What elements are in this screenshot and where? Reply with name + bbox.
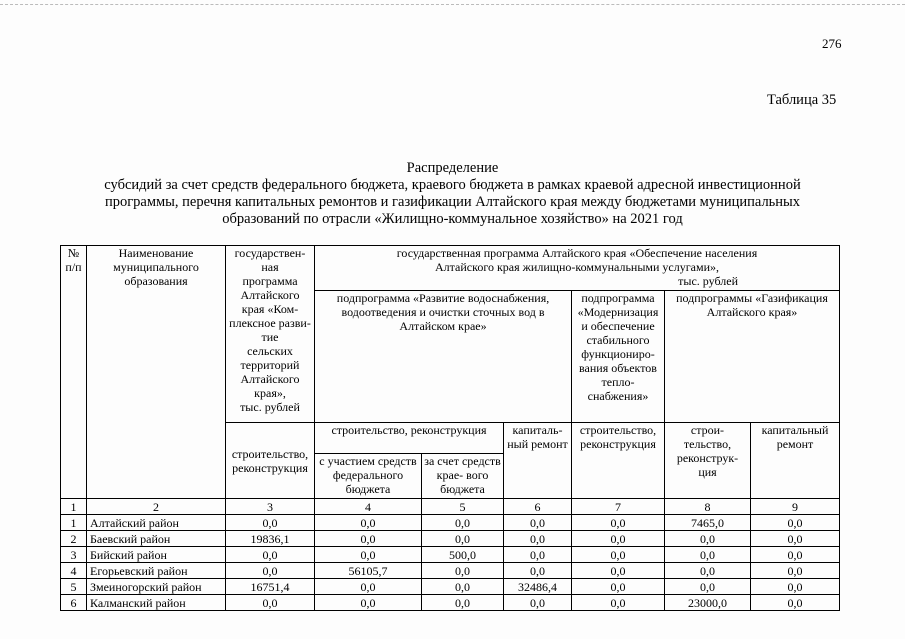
- column-number: 4: [315, 499, 422, 515]
- row-number: 2: [61, 531, 87, 547]
- header-col3-construction: строительство, реконструкция: [226, 423, 315, 499]
- rural-program-line: программа: [242, 274, 298, 288]
- table-label: Таблица 35: [767, 92, 837, 108]
- value-col4: 0,0: [315, 531, 422, 547]
- rural-program-line: Алтайского: [240, 288, 300, 302]
- header-col45-construction: строительство, реконструкция: [315, 423, 504, 454]
- municipality-name: Змеиногорский район: [87, 579, 226, 595]
- value-col7: 0,0: [572, 531, 665, 547]
- heading-line-2: субсидий за счет средств федерального бюджета, краевого бюджета в рамках краевой адресной инвестиционной: [104, 177, 801, 193]
- rural-program-line: тие: [261, 330, 279, 344]
- page-number: 276: [822, 36, 842, 51]
- value-col8: 7465,0: [665, 515, 751, 531]
- header-col8-construction: [665, 423, 751, 499]
- col8-line: тельство,: [683, 437, 732, 451]
- header-subprogram-heat: [572, 291, 665, 423]
- header-col-rural-program: [226, 246, 315, 423]
- header-col7-construction: строительство, реконструкция: [572, 423, 665, 499]
- value-col4: 0,0: [315, 595, 422, 611]
- row-number: 3: [61, 547, 87, 563]
- subprogram-heat-line: функциониро-: [581, 347, 655, 361]
- value-col3: 0,0: [226, 547, 315, 563]
- rural-program-line: сельских: [247, 344, 293, 358]
- value-col6: 0,0: [504, 547, 572, 563]
- rural-program-line: тыс. рублей: [240, 400, 300, 414]
- value-col6: 0,0: [504, 515, 572, 531]
- value-col5: 0,0: [422, 579, 504, 595]
- heading-line-1: Распределение: [406, 160, 499, 176]
- column-number: 7: [572, 499, 665, 515]
- col8-line: реконструк-: [676, 451, 739, 465]
- heading-line-4: образований по отрасли «Жилищно-коммунальное хозяйство» на 2021 год: [222, 211, 683, 227]
- row-number: 4: [61, 563, 87, 579]
- municipality-name: Калманский район: [87, 595, 226, 611]
- table-row: [61, 595, 840, 611]
- table-row: [61, 563, 840, 579]
- state-program-line-1: государственная программа Алтайского края «Обеспечение населения: [396, 246, 758, 260]
- table-row: [61, 547, 840, 563]
- value-col3: 16751,4: [226, 579, 315, 595]
- row-number: 1: [61, 515, 87, 531]
- state-program-line-2: Алтайского края жилищно-коммунальными услугами»,: [435, 260, 719, 274]
- value-col8: 0,0: [665, 547, 751, 563]
- column-number: 3: [226, 499, 315, 515]
- heading-line-3: программы, перечня капитальных ремонтов и газификации Алтайского края между бюджетами муниципальных: [104, 194, 801, 210]
- col8-line: строи-: [690, 423, 725, 437]
- table-row: [61, 515, 840, 531]
- rural-program-line: территорий: [240, 358, 300, 372]
- row-number: 5: [61, 579, 87, 595]
- value-col9: 0,0: [751, 579, 840, 595]
- header-state-program: [315, 246, 840, 291]
- subprogram-heat-line: вания объектов: [579, 361, 657, 375]
- value-col4: 0,0: [315, 579, 422, 595]
- rural-program-line: Алтайского: [240, 372, 300, 386]
- header-col-number: № п/п: [61, 246, 87, 499]
- rural-program-line: плексное разви-: [229, 316, 311, 330]
- value-col8: 23000,0: [665, 595, 751, 611]
- value-col3: 0,0: [226, 515, 315, 531]
- value-col5: 0,0: [422, 515, 504, 531]
- row-number: 6: [61, 595, 87, 611]
- value-col5: 0,0: [422, 595, 504, 611]
- subprogram-heat-line: стабильного: [586, 333, 650, 347]
- rural-program-line: края»,: [254, 386, 286, 400]
- table-row: [61, 579, 840, 595]
- header-col6-capital-repair: капиталь- ный ремонт: [504, 423, 572, 499]
- header-subprogram-gas: подпрограммы «Газификация Алтайского края»: [665, 291, 840, 423]
- municipality-name: Бийский район: [87, 547, 226, 563]
- value-col9: 0,0: [751, 547, 840, 563]
- rural-program-line: государствен-: [234, 246, 306, 260]
- value-col4: 56105,7: [315, 563, 422, 579]
- column-number: 5: [422, 499, 504, 515]
- column-number: 2: [87, 499, 226, 515]
- value-col3: 19836,1: [226, 531, 315, 547]
- column-number: 6: [504, 499, 572, 515]
- value-col7: 0,0: [572, 547, 665, 563]
- subprogram-heat-line: подпрограмма: [581, 291, 655, 305]
- column-number: 8: [665, 499, 751, 515]
- header-col9-capital-repair: капитальный ремонт: [751, 423, 840, 499]
- value-col9: 0,0: [751, 515, 840, 531]
- value-col6: 0,0: [504, 563, 572, 579]
- document-heading: [60, 160, 845, 228]
- value-col7: 0,0: [572, 595, 665, 611]
- header-col4-with-federal: с участием средств федерального бюджета: [315, 454, 422, 499]
- subprogram-heat-line: «Модернизация: [577, 305, 659, 319]
- value-col8: 0,0: [665, 579, 751, 595]
- value-col5: 0,0: [422, 531, 504, 547]
- rural-program-line: ная: [261, 260, 279, 274]
- value-col9: 0,0: [751, 595, 840, 611]
- value-col8: 0,0: [665, 531, 751, 547]
- value-col3: 0,0: [226, 595, 315, 611]
- municipality-name: Егорьевский район: [87, 563, 226, 579]
- subprogram-heat-line: снабжения»: [587, 389, 649, 403]
- column-number: 9: [751, 499, 840, 515]
- subprogram-heat-line: тепло-: [601, 375, 635, 389]
- page-top-border: [0, 4, 905, 5]
- value-col4: 0,0: [315, 515, 422, 531]
- header-col-municipality: Наименование муниципального образования: [87, 246, 226, 499]
- value-col6: 32486,4: [504, 579, 572, 595]
- header-col5-regional: за счет средств крае- вого бюджета: [422, 454, 504, 499]
- subsidy-table: [60, 245, 840, 611]
- header-subprogram-water: подпрограмма «Развитие водоснабжения, водоотведения и очистки сточных вод в Алтайском крае»: [315, 291, 572, 423]
- col8-line: ция: [698, 465, 717, 479]
- column-number: 1: [61, 499, 87, 515]
- rural-program-line: края «Ком-: [241, 302, 299, 316]
- value-col5: 500,0: [422, 547, 504, 563]
- value-col7: 0,0: [572, 579, 665, 595]
- value-col8: 0,0: [665, 563, 751, 579]
- value-col9: 0,0: [751, 563, 840, 579]
- subprogram-heat-line: и обеспечение: [581, 319, 655, 333]
- value-col3: 0,0: [226, 563, 315, 579]
- value-col4: 0,0: [315, 547, 422, 563]
- value-col6: 0,0: [504, 531, 572, 547]
- value-col7: 0,0: [572, 563, 665, 579]
- value-col6: 0,0: [504, 595, 572, 611]
- municipality-name: Алтайский район: [87, 515, 226, 531]
- value-col7: 0,0: [572, 515, 665, 531]
- state-program-line-3: тыс. рублей: [678, 274, 738, 288]
- value-col9: 0,0: [751, 531, 840, 547]
- table-row: [61, 531, 840, 547]
- municipality-name: Баевский район: [87, 531, 226, 547]
- value-col5: 0,0: [422, 563, 504, 579]
- column-number-row: [61, 499, 840, 515]
